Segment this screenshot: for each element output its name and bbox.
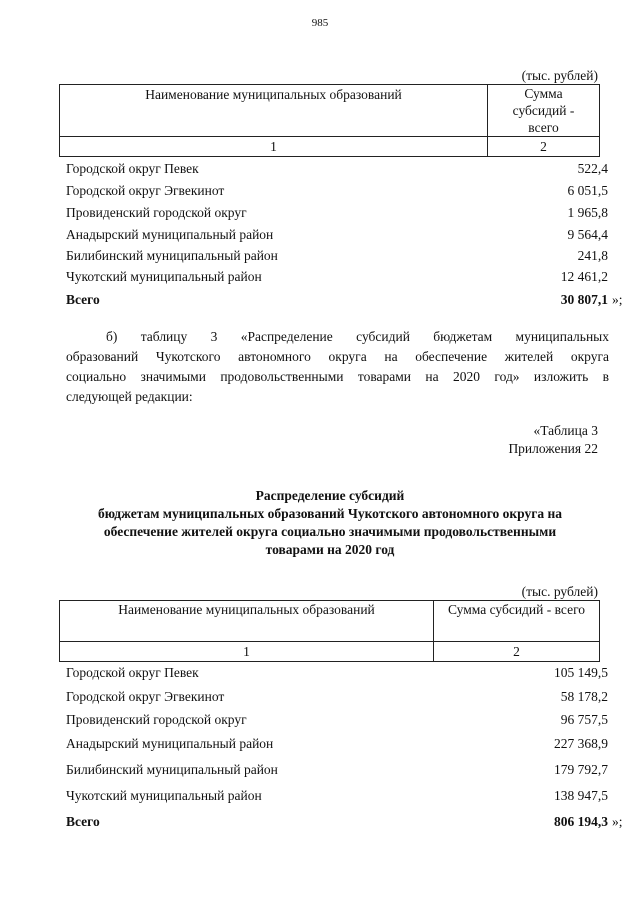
table1-row xyxy=(66,226,608,244)
table2-row xyxy=(66,711,608,729)
amendment-paragraph xyxy=(66,327,609,407)
table1-row xyxy=(66,160,608,178)
table2-row-value: 138 947,5 xyxy=(554,788,608,803)
table1-closing-quote: »; xyxy=(612,292,623,307)
table1-total-value: 30 807,1 xyxy=(560,292,608,307)
table1-row-value: 12 461,2 xyxy=(560,269,608,284)
table2-row-name: Чукотский муниципальный район xyxy=(66,788,262,803)
page-number: 985 xyxy=(311,17,329,29)
table1-header-sum-line: субсидий - xyxy=(512,103,575,118)
table2-row-value: 179 792,7 xyxy=(554,762,608,777)
table2-header-sum-cell xyxy=(434,601,600,642)
table2-row-value: 105 149,5 xyxy=(554,665,608,680)
table2-row xyxy=(66,688,608,706)
table1-header-sum-line: Сумма xyxy=(524,86,563,101)
table2-row-name: Билибинский муниципальный район xyxy=(66,762,278,777)
table2-units: (тыс. рублей) xyxy=(521,584,598,599)
table2-row-name: Провиденский городской округ xyxy=(66,712,247,727)
table1-units: (тыс. рублей) xyxy=(521,68,598,83)
table2-total-label: Всего xyxy=(66,814,100,829)
table1-header-name: Наименование муниципальных образований xyxy=(145,87,402,102)
table1-row xyxy=(66,204,608,222)
table2-row xyxy=(66,735,608,753)
paragraph-line: следующей редакции: xyxy=(66,389,193,404)
table2-total-value: 806 194,3 xyxy=(554,814,608,829)
table2-row-value: 58 178,2 xyxy=(560,689,608,704)
table1-col-num-1: 1 xyxy=(60,137,488,157)
title-line: обеспечение жителей округа социально значимыми продовольственными xyxy=(103,524,557,539)
table1-header-sum-line: всего xyxy=(528,120,559,135)
table1-row-name: Анадырский муниципальный район xyxy=(66,227,274,242)
table1-row-name: Городской округ Певек xyxy=(66,161,199,176)
table-reference xyxy=(508,422,598,458)
table2-header-sum: Сумма субсидий - всего xyxy=(447,602,586,617)
paragraph-line: социально значимыми продовольственными товарами на 2020 год» изложить в xyxy=(66,369,609,384)
title-line: товарами на 2020 год xyxy=(265,542,395,557)
table1-row-name: Городской округ Эгвекинот xyxy=(66,183,225,198)
table-title xyxy=(40,487,620,559)
title-line: Распределение субсидий xyxy=(255,488,405,503)
paragraph-line: б) таблицу 3 «Распределение субсидий бюджетам муниципальных xyxy=(106,329,609,344)
table2-row xyxy=(66,761,608,779)
table2-row-name: Городской округ Эгвекинот xyxy=(66,689,225,704)
table2-header-name: Наименование муниципальных образований xyxy=(118,602,375,617)
table1-row-name: Билибинский муниципальный район xyxy=(66,248,278,263)
table2-col-num-1: 1 xyxy=(60,642,434,662)
table1-col-num-2: 2 xyxy=(488,137,600,157)
table-reference-line2: Приложения 22 xyxy=(508,441,598,456)
table1-header xyxy=(59,84,600,157)
table2-header-name-cell xyxy=(60,601,434,642)
table1-header-name-cell xyxy=(60,85,488,137)
table1-row xyxy=(66,268,608,286)
paragraph-line: образований Чукотского автономного округа на обеспечение жителей округа xyxy=(66,349,609,364)
table1-row-name: Чукотский муниципальный район xyxy=(66,269,262,284)
table2-row xyxy=(66,664,608,682)
table1-total-row xyxy=(66,291,608,309)
table1-row-value: 9 564,4 xyxy=(567,227,608,242)
title-line: бюджетам муниципальных образований Чукотского автономного округа на xyxy=(97,506,563,521)
table1-row-value: 6 051,5 xyxy=(567,183,608,198)
table2-row-value: 227 368,9 xyxy=(554,736,608,751)
table2-header xyxy=(59,600,600,662)
table2-row-name: Анадырский муниципальный район xyxy=(66,736,274,751)
table1-row xyxy=(66,247,608,265)
table1-row-value: 241,8 xyxy=(577,248,608,263)
table2-row xyxy=(66,787,608,805)
table1-total-label: Всего xyxy=(66,292,100,307)
table-reference-line1: «Таблица 3 xyxy=(533,423,598,438)
table2-total-row xyxy=(66,813,608,831)
table2-row-name: Городской округ Певек xyxy=(66,665,199,680)
table1-row-name: Провиденский городской округ xyxy=(66,205,247,220)
table1-header-sum-cell xyxy=(488,85,600,137)
table1-row xyxy=(66,182,608,200)
table2-closing-quote: »; xyxy=(612,814,623,829)
table1-row-value: 522,4 xyxy=(577,161,608,176)
table1-row-value: 1 965,8 xyxy=(567,205,608,220)
table2-col-num-2: 2 xyxy=(434,642,600,662)
table2-row-value: 96 757,5 xyxy=(560,712,608,727)
